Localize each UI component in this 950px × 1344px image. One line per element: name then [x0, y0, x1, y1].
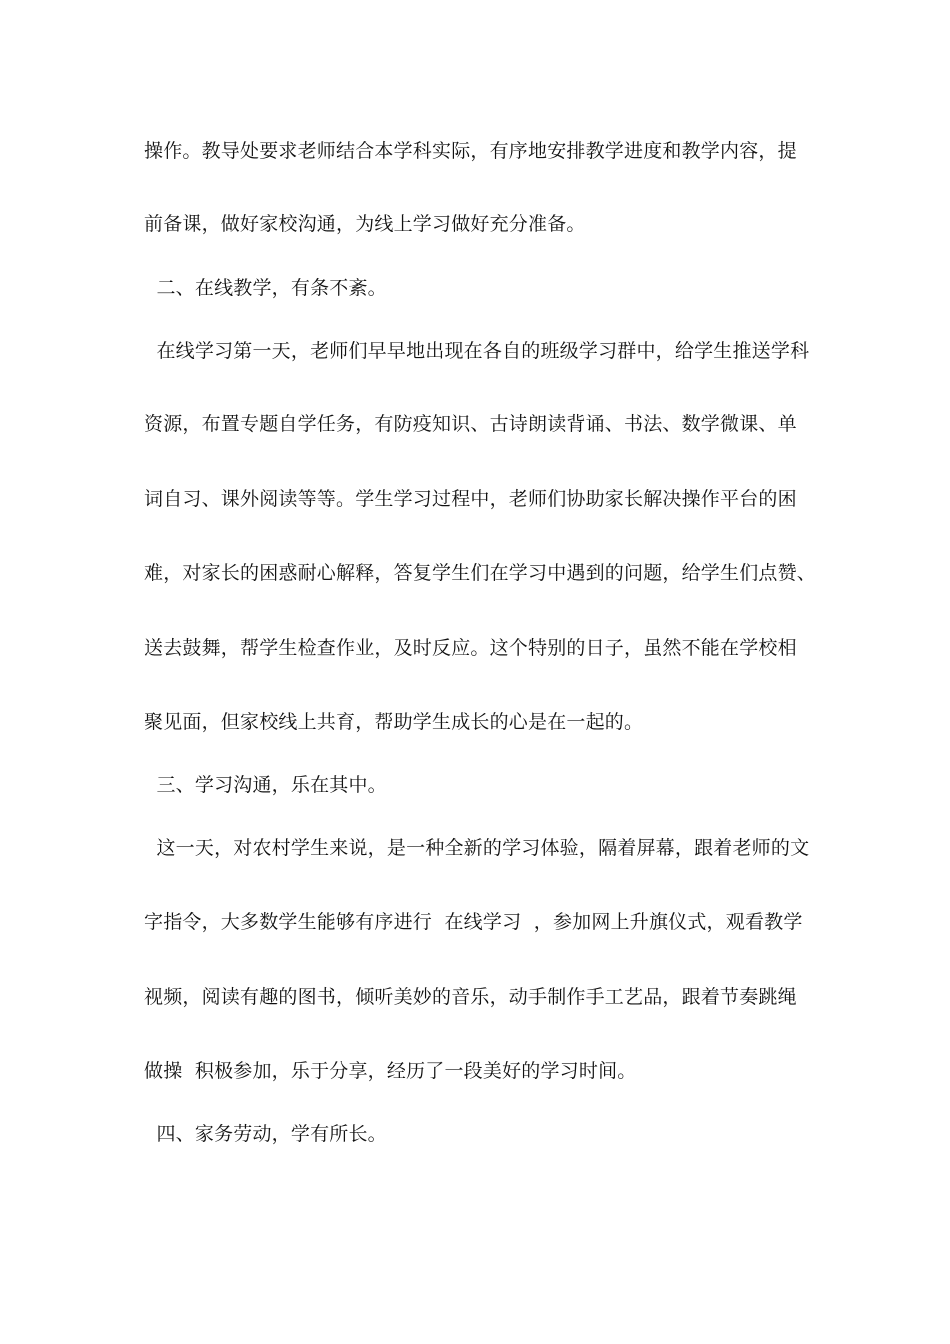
paragraph-line: 词自习、课外阅读等等。学生学习过程中，老师们协助家长解决操作平台的困	[144, 488, 797, 510]
paragraph-line: 聚见面，但家校线上共育，帮助学生成长的心是在一起的。	[144, 711, 644, 733]
paragraph-line: 前备课，做好家校沟通，为线上学习做好充分准备。	[144, 213, 586, 235]
section-heading: 二、在线教学，有条不紊。	[144, 277, 387, 299]
paragraph-line: 送去鼓舞，帮学生检查作业，及时反应。这个特别的日子，虽然不能在学校相	[144, 637, 797, 659]
paragraph-line: 视频，阅读有趣的图书，倾听美妙的音乐，动手制作手工艺品，跟着节奏跳绳	[144, 986, 797, 1008]
paragraph-line: 做操 积极参加，乐于分享，经历了一段美好的学习时间。	[144, 1060, 637, 1082]
paragraph-line: 这一天，对农村学生来说，是一种全新的学习体验，隔着屏幕，跟着老师的文	[144, 837, 810, 859]
paragraph-line: 字指令，大多数学生能够有序进行 在线学习 ，参加网上升旗仪式，观看教学	[144, 911, 803, 933]
paragraph-line: 资源，布置专题自学任务，有防疫知识、古诗朗读背诵、书法、数学微课、单	[144, 413, 797, 435]
paragraph-line: 难，对家长的困惑耐心解释，答复学生们在学习中遇到的问题，给学生们点赞、	[144, 562, 817, 584]
section-heading: 四、家务劳动，学有所长。	[144, 1123, 387, 1145]
section-heading: 三、学习沟通，乐在其中。	[144, 774, 387, 796]
paragraph-line: 操作。教导处要求老师结合本学科实际，有序地安排教学进度和教学内容，提	[144, 140, 797, 162]
paragraph-line: 在线学习第一天，老师们早早地出现在各自的班级学习群中，给学生推送学科	[144, 340, 810, 362]
